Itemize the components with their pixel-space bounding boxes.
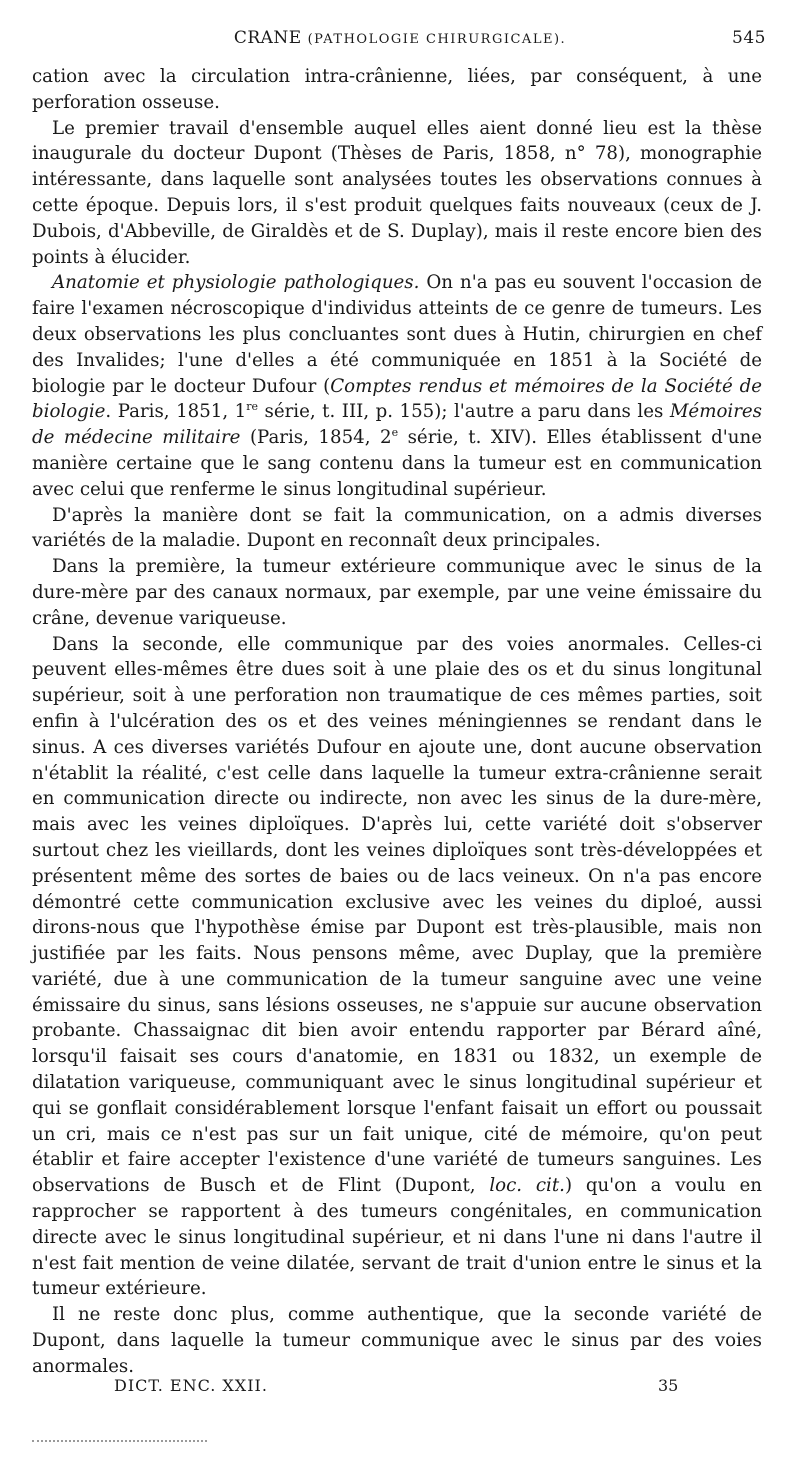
text-segment: (Paris, 1854, 2 xyxy=(240,427,392,449)
page-number: 545 xyxy=(732,28,766,48)
superscript: e xyxy=(391,426,399,440)
text-segment: Dans la seconde, elle communique par des voies anormales. Celles-ci peuvent elles-mêmes être dues soit à une plaie des os et du sinus longitunal supérieur, soit à une perforation non traumatique de ces mêmes parties, soit enfin à l'ulcération des os et des veines méningiennes se rendant dans le sinus. A ces diverses variétés Dufour en ajoute une, dont aucune observation n'établit la réalité, c'est celle dans laquelle la tumeur extra-crânienne serait en communication directe ou indirecte, non avec les sinus de la dure-mère, mais avec les veines diploïques. D'après lui, cette variété doit s'observer surtout chez les vieillards, dont les veines diploïques sont très-développées et présentent même des sortes de baies ou de lacs veineux. On n'a pas encore démontré cette communication exclusive avec les veines du diploé, aussi dirons-nous que l'hypothèse émise par Dupont est très-plausible, mais non justifiée par les faits. Nous pensons même, avec Duplay, que la première variété, due à une communication de la tumeur sanguine avec une veine émissaire du sinus, sans lésions osseuses, ne s'appuie sur aucune observation probante. Chassaignac dit bien avoir entendu rapporter par Bérard aîné, lorsqu'il faisait ses cours d'anatomie, en 1831 ou 1832, un exemple de dilatation variqueuse, communiquant avec le sinus longitudinal supérieur et qui se gonflait considérablement lorsque l'enfant faisait un effort ou poussait un cri, mais ce n'est pas sur un fait unique, cité de mémoire, qu'on peut établir et faire accepter l'existence d'une variété de tumeurs sanguines. Les observations de Busch et de Flint (Dupont, xyxy=(32,633,762,1197)
citation-title: Mémoires de médecine militaire xyxy=(32,401,763,449)
printer-signature: DICT. ENC. XXII. xyxy=(114,1376,268,1395)
paragraph-continuation: cation avec la circulation intra-crânienne, liées, par conséquent, à une perforation osseuse. xyxy=(32,66,762,113)
bottom-dotted-rule xyxy=(32,1438,207,1442)
text-segment: . Paris, 1851, 1 xyxy=(105,401,247,423)
paragraph-anatomie xyxy=(32,270,762,502)
paragraph-conclusion: Il ne reste donc plus, comme authentique, que la seconde variété de Dupont, dans laquelle la tumeur communique avec le sinus par des voies anormales. xyxy=(32,1304,762,1377)
text-segment: On n'a pas eu souvent l'occasion de faire l'examen nécroscopique d'individus atteints de ce genre de tumeurs. Les deux observations les plus concluantes sont dues à Hutin, chirurgien en chef des Invalides; l'une d'elles a été communiquée en 1851 à la Société de biologie par le docteur Dufour ( xyxy=(32,272,762,397)
text-segment: série, t. III, p. 155); l'autre a paru dans les xyxy=(258,401,670,423)
page-footer xyxy=(32,1376,762,1402)
text-segment: série, t. XIV). Elles établissent d'une manière certaine que le sang contenu dans la tumeur est en communication avec celui que renferme le sinus longitudinal supérieur. xyxy=(32,427,762,500)
paragraph-varietes: D'après la manière dont se fait la communication, on a admis diverses variétés de la maladie. Dupont en reconnaît deux principales. xyxy=(32,504,762,552)
paragraph-dupont-thesis: Le premier travail d'ensemble auquel elles aient donné lieu est la thèse inaugurale du docteur Dupont (Thèses de Paris, 1858, n° 78), monographie intéressante, dans laquelle sont analysées toutes les observations connues à cette époque. Depuis lors, il s'est produit quelques faits nouveaux (ceux de J. Dubois, d'Abbeville, de Giraldès et de S. Duplay), mais il reste encore bien des points à élucider. xyxy=(32,117,762,268)
running-title-main: CRANE xyxy=(233,28,302,48)
citation-loc-cit: loc. cit. xyxy=(489,1175,565,1197)
running-title xyxy=(32,28,768,48)
body-text xyxy=(32,64,762,1380)
paragraph-premiere-variete: Dans la première, la tumeur extérieure communique avec le sinus de la dure-mère par des canaux normaux, par exemple, par une veine émissaire du crâne, devenue variqueuse. xyxy=(32,556,762,629)
signature-number: 35 xyxy=(658,1376,679,1395)
running-title-sub: (PATHOLOGIE CHIRURGICALE). xyxy=(307,32,567,47)
section-heading: Anatomie et physiologie pathologiques. xyxy=(52,272,420,294)
text-segment: ) qu'on a voulu en rapprocher se rapportent à des tumeurs congénitales, en communication directe avec le sinus longitudinal supérieur, et ni dans l'une ni dans l'autre il n'est fait mention de veine dilatée, servant de trait d'union entre le sinus et la tumeur extérieure. xyxy=(32,1175,762,1300)
paragraph-seconde-variete xyxy=(32,632,762,1303)
citation-title: Comptes rendus et mémoires de la Société de biologie xyxy=(32,375,762,423)
superscript: re xyxy=(246,400,259,414)
running-head xyxy=(32,28,768,56)
